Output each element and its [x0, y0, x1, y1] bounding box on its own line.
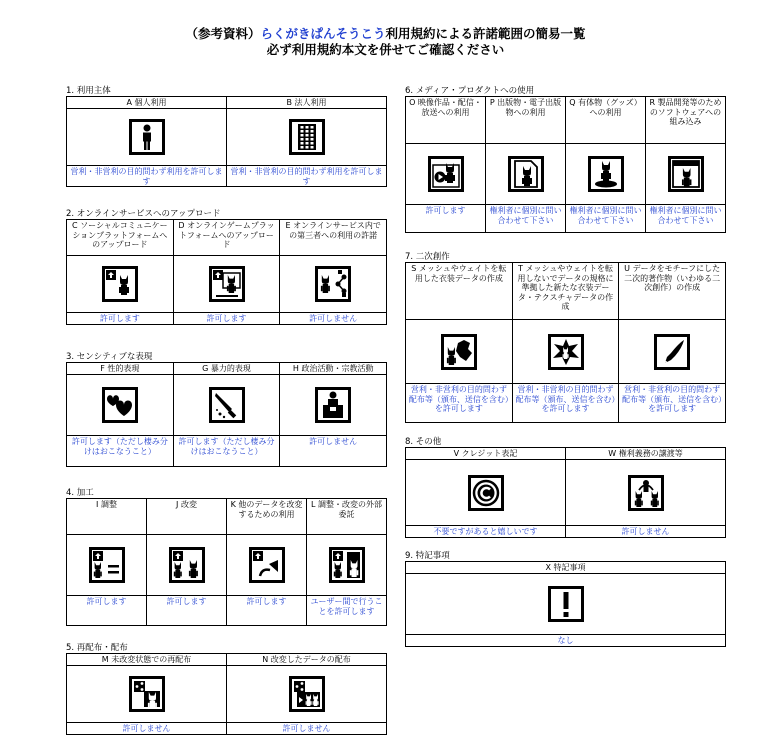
cell-image: [67, 256, 173, 312]
license-table: [405, 561, 726, 647]
cell-heading: U データをモチーフにした二次的著作物（いわゆる二次創作）の作成: [619, 263, 725, 320]
cell-heading: X 特記事項: [406, 562, 725, 574]
license-cell: [279, 363, 386, 466]
cell-image: [67, 535, 146, 595]
cell-status: 許可します: [174, 312, 280, 324]
license-table: [66, 96, 387, 187]
cell-status: 許可します（ただし棲み分けはおこなうこと）: [67, 435, 173, 466]
cell-heading: R 製品開発等のためのソフトウェアへの組み込み: [646, 97, 725, 144]
modify-other-icon: [249, 547, 285, 583]
license-cell: [645, 97, 725, 232]
cell-image: [227, 666, 386, 722]
cell-status: 許可しません: [227, 722, 386, 734]
copyright-icon: [468, 475, 504, 511]
cell-status: 権利者に個別に問い合わせて下さい: [566, 204, 645, 232]
license-cell: [67, 363, 173, 466]
video-icon: [428, 156, 464, 192]
license-table: [405, 262, 726, 423]
cell-status: 許可します（ただし棲み分けはおこなうこと）: [174, 435, 280, 466]
license-cell: [173, 363, 280, 466]
cell-image: [174, 375, 280, 435]
cell-image: [406, 460, 565, 525]
license-cell: [485, 97, 565, 232]
section-label: 6. メディア・プロダクトへの使用: [405, 86, 535, 96]
cell-heading: K 他のデータを改変するための利用: [227, 499, 306, 535]
cell-status: 許可しません: [280, 435, 386, 466]
license-cell: [306, 499, 386, 625]
section-4: [66, 488, 387, 626]
section-2: [66, 209, 387, 325]
section-label: 5. 再配布・配布: [66, 643, 128, 653]
cell-heading: G 暴力的表現: [174, 363, 280, 375]
license-cell: [67, 654, 226, 734]
hearts-icon: [102, 387, 138, 423]
cell-image: [406, 320, 512, 383]
cell-heading: B 法人利用: [227, 97, 386, 109]
license-cell: [279, 220, 386, 324]
podium-icon: [315, 387, 351, 423]
cell-image: [646, 144, 725, 204]
license-cell: [565, 97, 645, 232]
cell-heading: F 性的表現: [67, 363, 173, 375]
cell-status: 不要ですがあると嬉しいです: [406, 525, 565, 537]
cell-image: [67, 109, 226, 165]
section-9: [405, 551, 726, 647]
license-cell: [226, 97, 386, 186]
license-cell: [406, 97, 485, 232]
section-label: 7. 二次創作: [405, 252, 450, 262]
cell-image: [227, 109, 386, 165]
title-prefix: （参考資料）: [185, 26, 261, 41]
cell-image: [566, 144, 645, 204]
cell-heading: T メッシュやウェイトを転用しないでデータの規格に準拠した新たな衣装データ・テクスチャデータの作成: [513, 263, 619, 320]
cell-status: 営利・非営利の目的問わず利用を許可します: [227, 165, 386, 186]
cell-heading: Q 有体物（グッズ）への利用: [566, 97, 645, 144]
cell-heading: O 映像作品・配信・放送への利用: [406, 97, 485, 144]
license-table: [405, 447, 726, 538]
license-cell: [173, 220, 280, 324]
cell-status: 営利・非営利の目的問わず配布等（頒布、送信を含む）を許可します: [513, 383, 619, 422]
outfit-icon: [441, 334, 477, 370]
section-7: [405, 252, 726, 423]
cell-image: [619, 320, 725, 383]
license-cell: [67, 220, 173, 324]
cell-heading: N 改変したデータの配布: [227, 654, 386, 666]
section-label: 2. オンラインサービスへのアップロード: [66, 209, 221, 219]
modify-icon: [169, 547, 205, 583]
cell-heading: E オンラインサービス内での第三者への利用の許諾: [280, 220, 386, 256]
license-cell: [406, 562, 725, 646]
cell-heading: D オンラインゲームプラットフォームへのアップロード: [174, 220, 280, 256]
cell-status: 営利・非営利の目的問わず利用を許可します: [67, 165, 226, 186]
license-table: [66, 362, 387, 467]
cell-heading: I 調整: [67, 499, 146, 535]
cell-status: 営利・非営利の目的問わず配布等（頒布、送信を含む）を許可します: [619, 383, 725, 422]
outsource-icon: [329, 547, 365, 583]
cell-status: 許可します: [147, 595, 226, 625]
cell-image: [280, 375, 386, 435]
building-icon: [289, 119, 325, 155]
cell-heading: L 調整・改変の外部委託: [307, 499, 386, 535]
cell-image: [174, 256, 280, 312]
cell-status: なし: [406, 634, 725, 646]
cell-status: 営利・非営利の目的問わず配布等（頒布、送信を含む）を許可します: [406, 383, 512, 422]
section-1: [66, 86, 387, 187]
cell-status: 権利者に個別に問い合わせて下さい: [486, 204, 565, 232]
page-subtitle: 必ず利用規約本文を併せてご確認ください: [266, 42, 505, 57]
cell-status: 権利者に個別に問い合わせて下さい: [646, 204, 725, 232]
cell-status: 許可しません: [67, 722, 226, 734]
license-cell: [67, 97, 226, 186]
section-label: 8. その他: [405, 437, 442, 447]
license-cell: [565, 448, 725, 537]
cell-status: 許可しません: [566, 525, 725, 537]
cell-heading: W 権利義務の譲渡等: [566, 448, 725, 460]
license-cell: [146, 499, 226, 625]
license-cell: [618, 263, 725, 422]
license-table: [66, 498, 387, 626]
cell-heading: V クレジット表記: [406, 448, 565, 460]
section-8: [405, 437, 726, 538]
share-icon: [315, 266, 351, 302]
section-label: 4. 加工: [66, 488, 94, 498]
page-title: [0, 26, 771, 42]
license-cell: [406, 263, 512, 422]
cell-heading: H 政治活動・宗教活動: [280, 363, 386, 375]
software-icon: [668, 156, 704, 192]
book-icon: [508, 156, 544, 192]
license-cell: [226, 499, 306, 625]
cell-heading: M 未改変状態での再配布: [67, 654, 226, 666]
title-link[interactable]: らくがきぱんそうこう: [260, 26, 386, 41]
cell-heading: J 改変: [147, 499, 226, 535]
cell-status: 許可します: [227, 595, 306, 625]
cell-status: ユーザー間で行うことを許可します: [307, 595, 386, 625]
cell-image: [566, 460, 725, 525]
license-cell: [67, 499, 146, 625]
cell-image: [307, 535, 386, 595]
cell-image: [147, 535, 226, 595]
cell-heading: P 出版物・電子出版物への利用: [486, 97, 565, 144]
section-6: [405, 86, 726, 233]
title-suffix: 利用規約による許諾範囲の簡易一覧: [385, 26, 586, 41]
section-3: [66, 352, 387, 467]
section-5: [66, 643, 387, 735]
license-cell: [512, 263, 619, 422]
transfer-icon: [628, 475, 664, 511]
license-cell: [406, 448, 565, 537]
distribute-modified-icon: [289, 676, 325, 712]
cell-image: [280, 256, 386, 312]
cell-heading: S メッシュやウェイトを転用した衣装データの作成: [406, 263, 512, 320]
figure-icon: [588, 156, 624, 192]
knife-icon: [209, 387, 245, 423]
cell-heading: A 個人利用: [67, 97, 226, 109]
section-label: 9. 特記事項: [405, 551, 450, 561]
game-upload-icon: [209, 266, 245, 302]
section-label: 1. 利用主体: [66, 86, 111, 96]
exclamation-icon: [548, 586, 584, 622]
upload-icon: [102, 266, 138, 302]
cell-status: 許可しません: [280, 312, 386, 324]
license-table: [66, 219, 387, 325]
redistribute-icon: [129, 676, 165, 712]
cell-image: [406, 144, 485, 204]
cell-status: 許可します: [406, 204, 485, 232]
license-cell: [226, 654, 386, 734]
cell-image: [486, 144, 565, 204]
cell-image: [67, 666, 226, 722]
license-table: [66, 653, 387, 735]
cell-image: [67, 375, 173, 435]
cell-image: [227, 535, 306, 595]
cell-heading: C ソーシャルコミュニケーションプラットフォームへのアップロード: [67, 220, 173, 256]
cell-status: 許可します: [67, 595, 146, 625]
section-label: 3. センシティブな表現: [66, 352, 153, 362]
cell-image: [406, 574, 725, 634]
cell-image: [513, 320, 619, 383]
adjust-icon: [89, 547, 125, 583]
cell-status: 許可します: [67, 312, 173, 324]
license-table: [405, 96, 726, 233]
texture-icon: [548, 334, 584, 370]
pen-icon: [654, 334, 690, 370]
person-icon: [129, 119, 165, 155]
